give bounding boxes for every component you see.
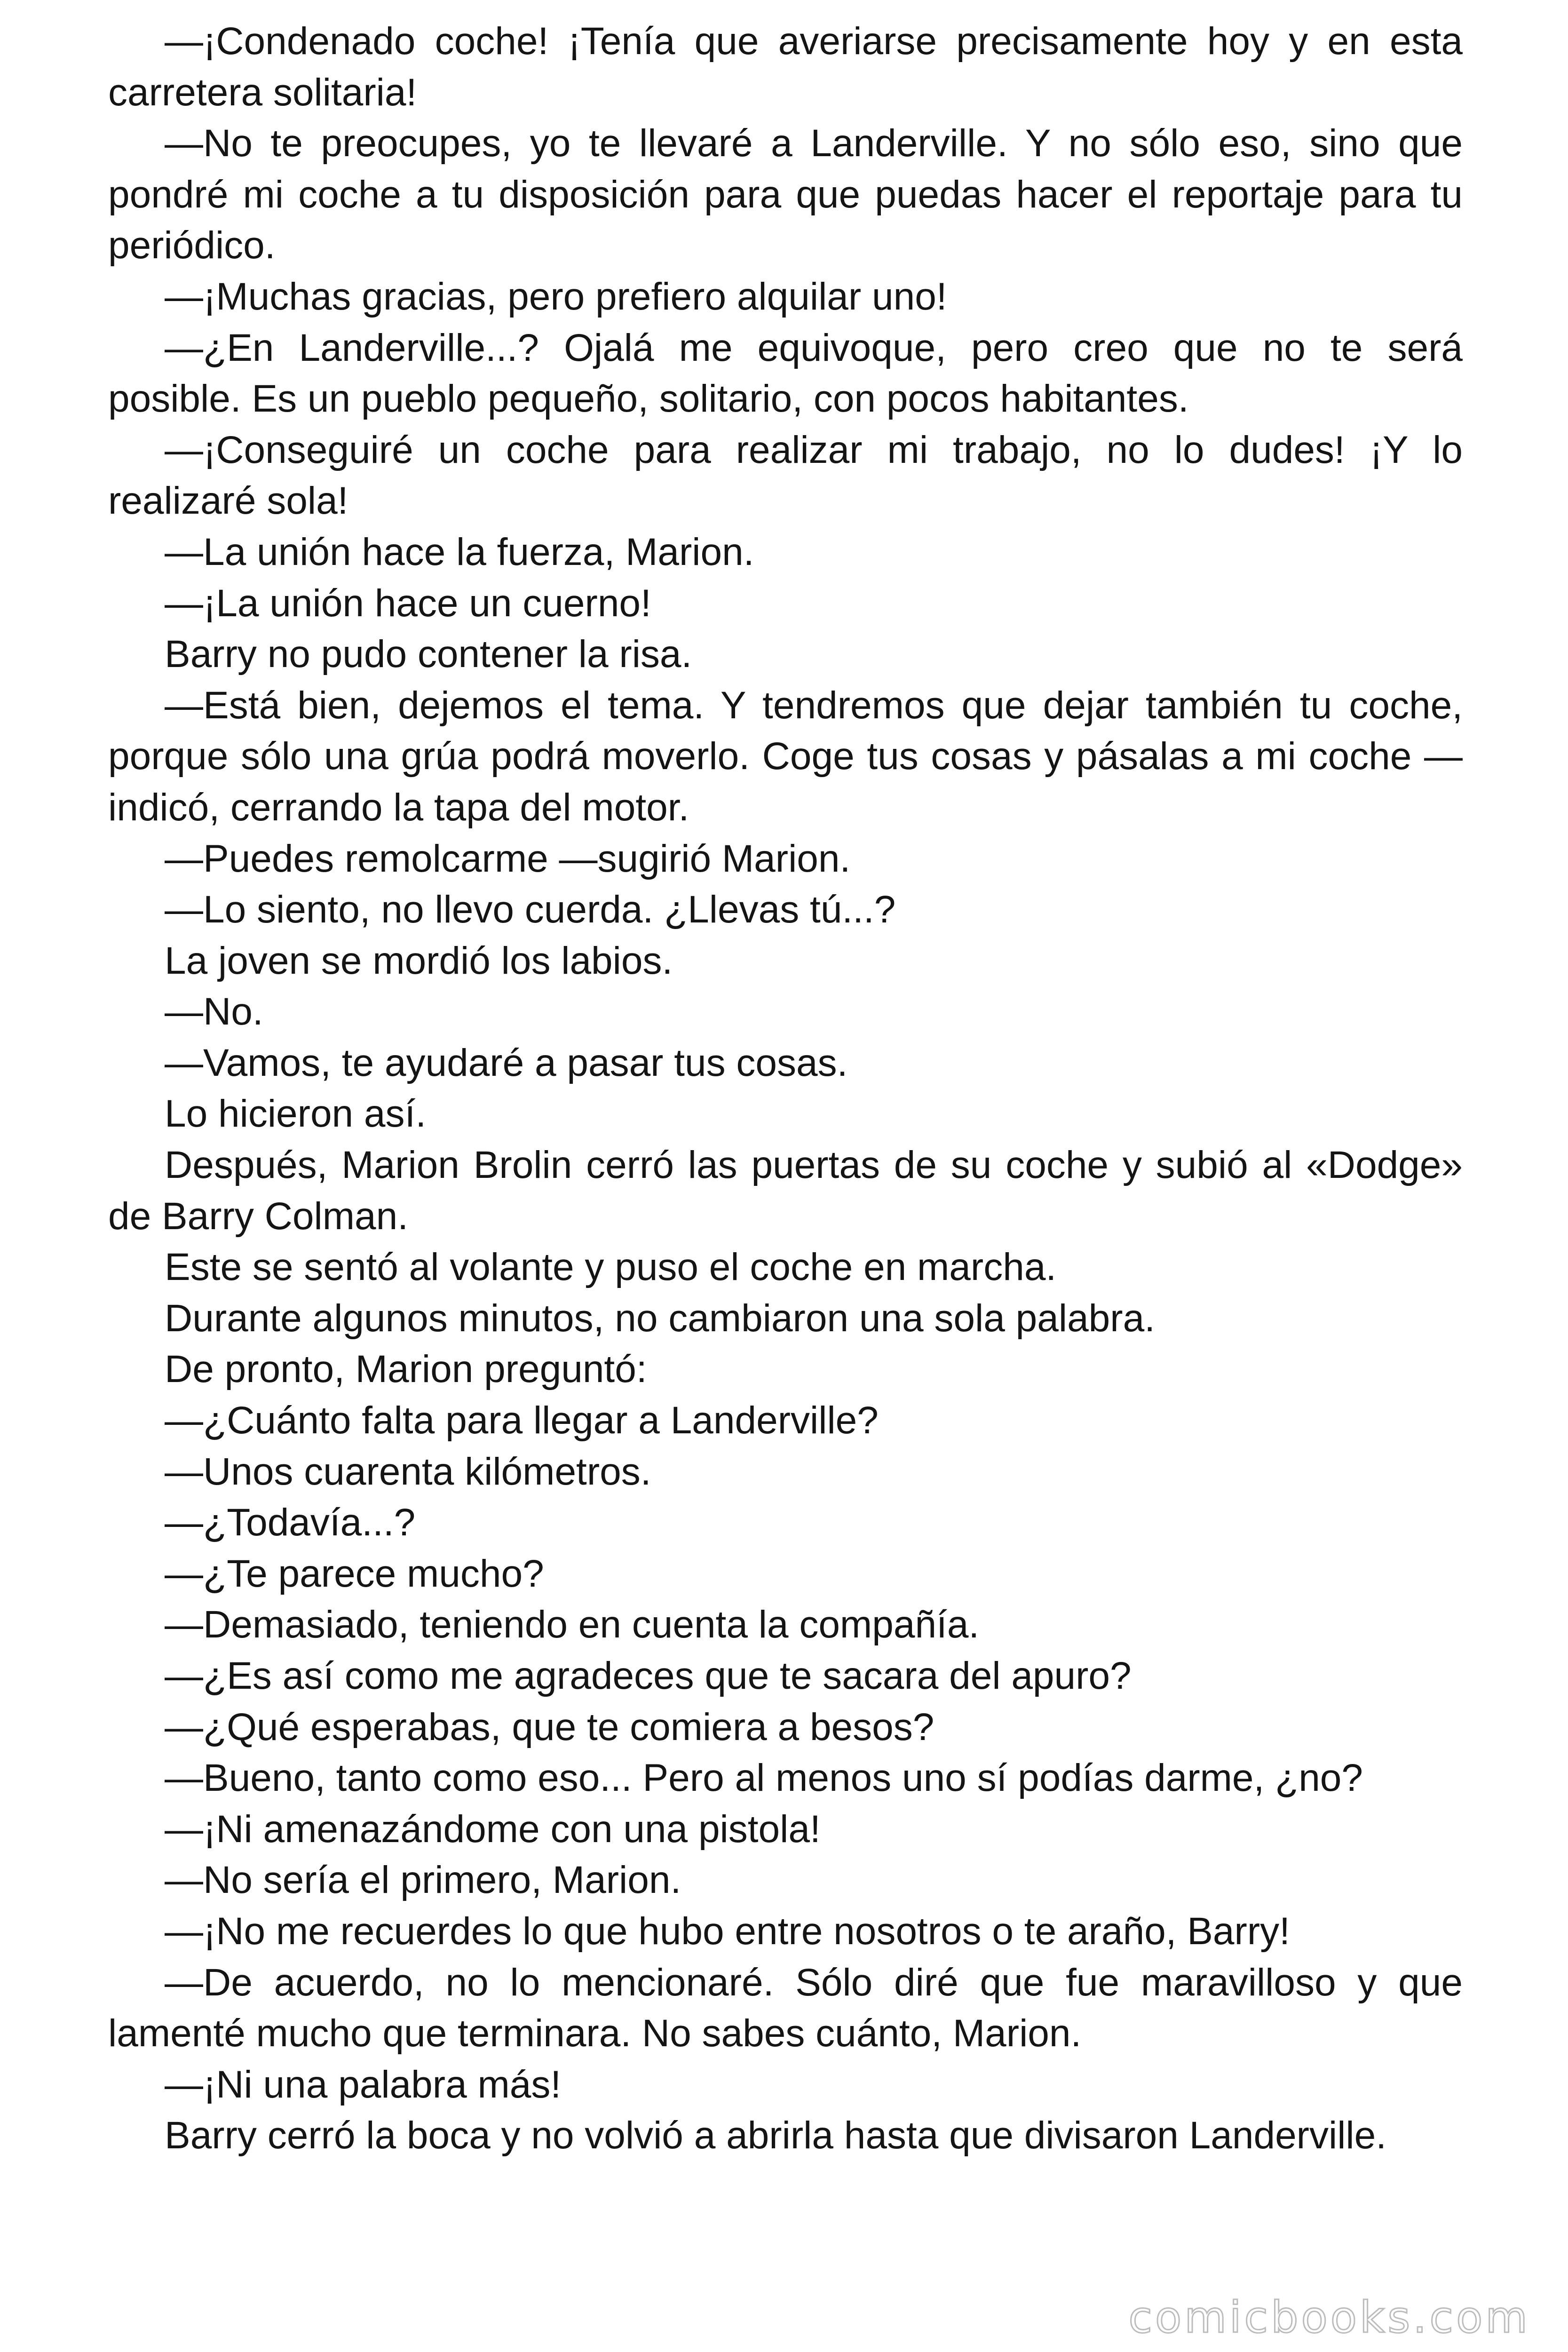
paragraph: Durante algunos minutos, no cambiaron una sola palabra. xyxy=(165,1296,1155,1340)
paragraph: Este se sentó al volante y puso el coche en marcha. xyxy=(165,1246,1057,1289)
paragraph: —Está bien, dejemos el tema. Y tendremos que dejar también tu coche, porque sólo una grúa podrá moverlo. Coge tus cosas y pásalas a mi coche —indicó, cerrando la tapa del motor. xyxy=(108,683,1463,829)
paragraph: Barry cerró la boca y no volvió a abrirla hasta que divisaron Landerville. xyxy=(165,2114,1387,2157)
paragraph: —La unión hace la fuerza, Marion. xyxy=(165,530,754,573)
paragraph: —¿Es así como me agradeces que te sacara del apuro? xyxy=(165,1654,1132,1697)
paragraph: Barry no pudo contener la risa. xyxy=(165,633,692,676)
paragraph: —Bueno, tanto como eso... Pero al menos uno sí podías darme, ¿no? xyxy=(165,1756,1363,1800)
paragraph: —¡Ni amenazándome con una pistola! xyxy=(165,1807,821,1851)
paragraph: —¡La unión hace un cuerno! xyxy=(165,581,651,625)
watermark-logo: comicbooks.com xyxy=(1128,2292,1530,2343)
paragraph: —¡Muchas gracias, pero prefiero alquilar uno! xyxy=(165,275,947,318)
paragraph: —No. xyxy=(165,990,263,1033)
paragraph: —¿Te parece mucho? xyxy=(165,1552,544,1595)
paragraph: —De acuerdo, no lo mencionaré. Sólo diré que fue maravilloso y que lamenté mucho que terminara. No sabes cuánto, Marion. xyxy=(108,1961,1463,2055)
paragraph: La joven se mordió los labios. xyxy=(165,939,673,982)
paragraph: —Lo siento, no llevo cuerda. ¿Llevas tú...? xyxy=(165,888,896,931)
paragraph: —Puedes remolcarme —sugirió Marion. xyxy=(165,837,851,880)
paragraph: —¡Conseguiré un coche para realizar mi trabajo, no lo dudes! ¡Y lo realizaré sola! xyxy=(108,428,1463,523)
paragraph: —Demasiado, teniendo en cuenta la compañía. xyxy=(165,1603,980,1646)
paragraph: De pronto, Marion preguntó: xyxy=(165,1348,647,1391)
paragraph: —¡Ni una palabra más! xyxy=(165,2063,562,2106)
paragraph: —¿En Landerville...? Ojalá me equivoque, pero creo que no te será posible. Es un pueblo pequeño, solitario, con pocos habitantes. xyxy=(108,326,1463,421)
paragraph: —No sería el primero, Marion. xyxy=(165,1859,681,1902)
paragraph: —¿Todavía...? xyxy=(165,1501,416,1544)
paragraph: —¿Cuánto falta para llegar a Landerville? xyxy=(165,1399,879,1442)
paragraph: —¡Condenado coche! ¡Tenía que averiarse precisamente hoy y en esta carretera solitaria! xyxy=(108,20,1463,114)
paragraph: —Unos cuarenta kilómetros. xyxy=(165,1450,651,1493)
page-text xyxy=(108,16,1463,2161)
paragraph: —¿Qué esperabas, que te comiera a besos? xyxy=(165,1705,934,1748)
paragraph: Lo hicieron así. xyxy=(165,1092,427,1136)
paragraph: —¡No me recuerdes lo que hubo entre nosotros o te araño, Barry! xyxy=(165,1909,1290,1953)
paragraph: —No te preocupes, yo te llevaré a Landerville. Y no sólo eso, sino que pondré mi coche a tu disposición para que puedas hacer el reportaje para tu periódico. xyxy=(108,122,1463,267)
paragraph: —Vamos, te ayudaré a pasar tus cosas. xyxy=(165,1041,848,1084)
paragraph: Después, Marion Brolin cerró las puertas de su coche y subió al «Dodge» de Barry Colman. xyxy=(108,1144,1463,1238)
